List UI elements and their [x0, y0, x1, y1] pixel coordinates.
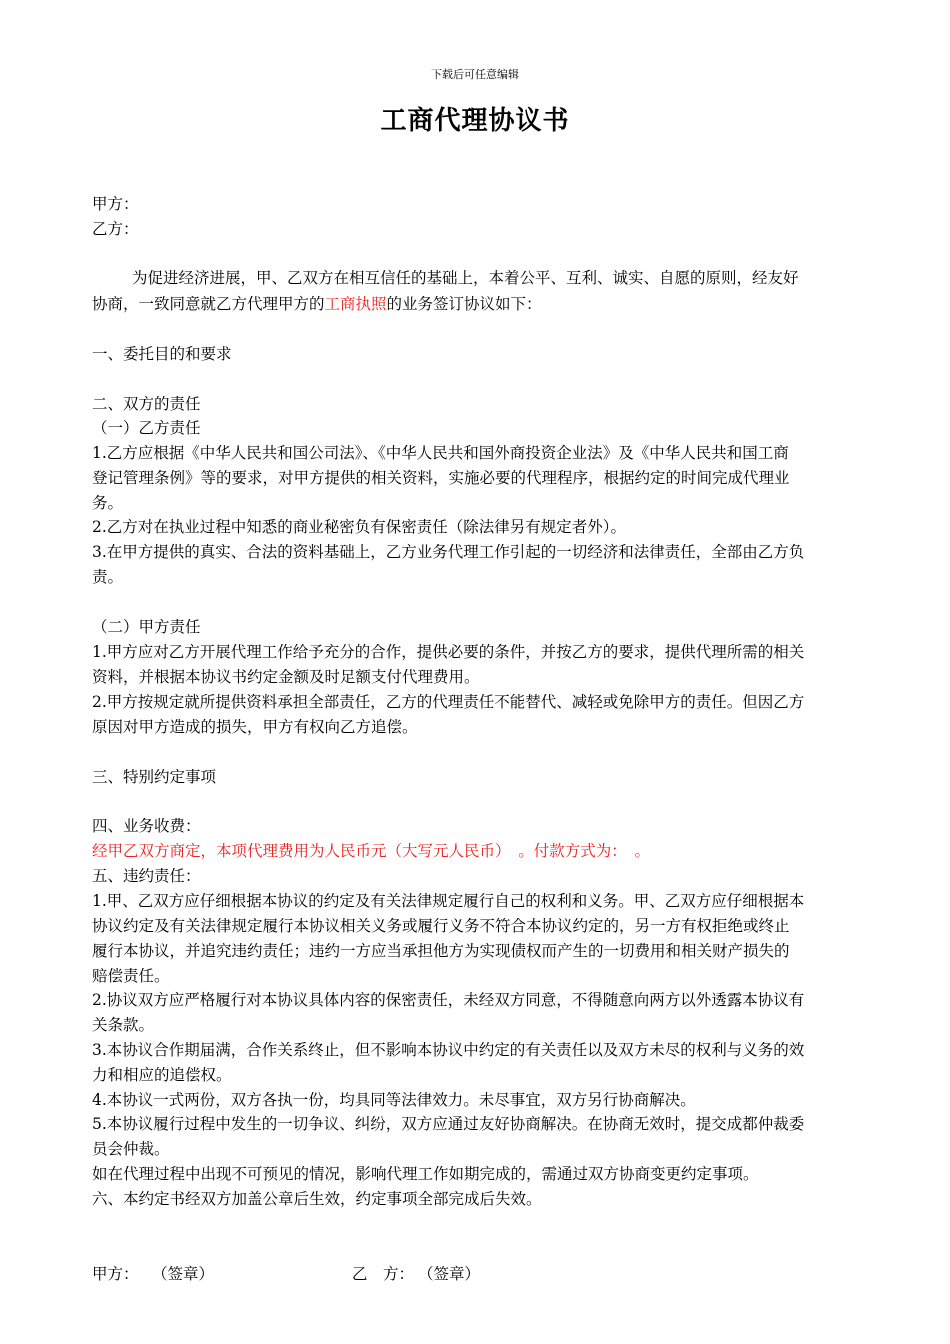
breach-line-8: 力和相应的追偿权。 — [92, 1066, 232, 1084]
sub-a-title: （二）甲方责任 — [92, 618, 201, 636]
signature-party-b-label: 乙 方： — [352, 1265, 415, 1283]
highlight-business-license: 工商执照 — [324, 295, 387, 313]
b-line-6: 责。 — [92, 568, 124, 586]
a-line-1: 1.甲方应对乙方开展代理工作给予充分的合作，提供必要的条件，并按乙方的要求，提供代理所需的相关 — [92, 643, 805, 661]
a-line-4: 原因对甲方造成的损失，甲方有权向乙方追偿。 — [92, 718, 418, 736]
section-1-heading: 一、委托目的和要求 — [92, 345, 232, 363]
signature-party-a-label: 甲方： — [92, 1265, 139, 1283]
breach-line-4: 赔偿责任。 — [92, 967, 170, 985]
section-3-heading: 三、特别约定事项 — [92, 768, 217, 786]
section-2-heading: 二、双方的责任 — [92, 395, 201, 413]
signature-party-a-seal: （签章） — [152, 1265, 215, 1283]
breach-line-2: 协议约定及有关法律规定履行本协议相关义务或履行义务不符合本协议约定的，另一方有权拒绝或终止 — [92, 917, 790, 935]
breach-line-10: 5.本协议履行过程中发生的一切争议、纠纷，双方应通过友好协商解决。在协商无效时，提交成都仲裁委 — [92, 1115, 805, 1133]
signature-party-b-seal: （签章） — [418, 1265, 481, 1283]
b-line-3: 务。 — [92, 494, 124, 512]
breach-line-11: 员会仲裁。 — [92, 1140, 170, 1158]
header-note: 下载后可任意编辑 — [431, 68, 519, 81]
breach-line-6: 关条款。 — [92, 1016, 155, 1034]
b-line-1: 1.乙方应根据《中华人民共和国公司法》、《中华人民共和国外商投资企业法》及《中华人民共和国工商 — [92, 444, 789, 462]
breach-line-3: 履行本协议，并追究违约责任；违约一方应当承担他方为实现债权而产生的一切费用和相关财产损失的 — [92, 942, 790, 960]
section-5-heading: 五、违约责任： — [92, 867, 201, 885]
a-line-2: 资料，并根据本协议书约定金额及时足额支付代理费用。 — [92, 668, 480, 686]
intro-line-1: 为促进经济进展，甲、乙双方在相互信任的基础上，本着公平、互利、诚实、自愿的原则，经友好 — [132, 269, 799, 287]
breach-line-1: 1.甲、乙双方应仔细根据本协议的约定及有关法律规定履行自己的权利和义务。甲、乙双方应仔细根据本 — [92, 892, 805, 910]
section-4-heading: 四、业务收费： — [92, 817, 201, 835]
fee-line: 经甲乙双方商定，本项代理费用为人民币元（大写元人民币） 。付款方式为： 。 — [92, 842, 651, 860]
intro-text: 协商，一致同意就乙方代理甲方的 — [92, 295, 325, 313]
section-6-text: 六、本约定书经双方加盖公章后生效，约定事项全部完成后失效。 — [92, 1190, 542, 1208]
b-line-2: 登记管理条例》等的要求，对甲方提供的相关资料，实施必要的代理程序，根据约定的时间完成代理业 — [92, 469, 790, 487]
breach-line-12: 如在代理过程中出现不可预见的情况，影响代理工作如期完成的，需通过双方协商变更约定事项。 — [92, 1165, 759, 1183]
breach-line-5: 2.协议双方应严格履行对本协议具体内容的保密责任，未经双方同意，不得随意向两方以外透露本协议有 — [92, 991, 805, 1009]
breach-line-7: 3.本协议合作期届满，合作关系终止，但不影响本协议中约定的有关责任以及双方未尽的权利与义务的效 — [92, 1041, 805, 1059]
party-a-label: 甲方： — [92, 195, 139, 213]
b-line-5: 3.在甲方提供的真实、合法的资料基础上，乙方业务代理工作引起的一切经济和法律责任，全部由乙方负 — [92, 543, 805, 561]
intro-text-end: 的业务签订协议如下： — [386, 295, 542, 313]
b-line-4: 2.乙方对在执业过程中知悉的商业秘密负有保密责任（除法律另有规定者外）。 — [92, 518, 627, 536]
intro-line-2 — [92, 293, 542, 315]
breach-line-9: 4.本协议一式两份，双方各执一份，均具同等法律效力。未尽事宜，双方另行协商解决。 — [92, 1091, 696, 1109]
party-b-label: 乙方： — [92, 220, 139, 238]
sub-b-title: （一）乙方责任 — [92, 419, 201, 437]
document-title: 工商代理协议书 — [380, 106, 570, 136]
a-line-3: 2.甲方按规定就所提供资料承担全部责任，乙方的代理责任不能替代、减轻或免除甲方的责任。但因乙方 — [92, 693, 805, 711]
